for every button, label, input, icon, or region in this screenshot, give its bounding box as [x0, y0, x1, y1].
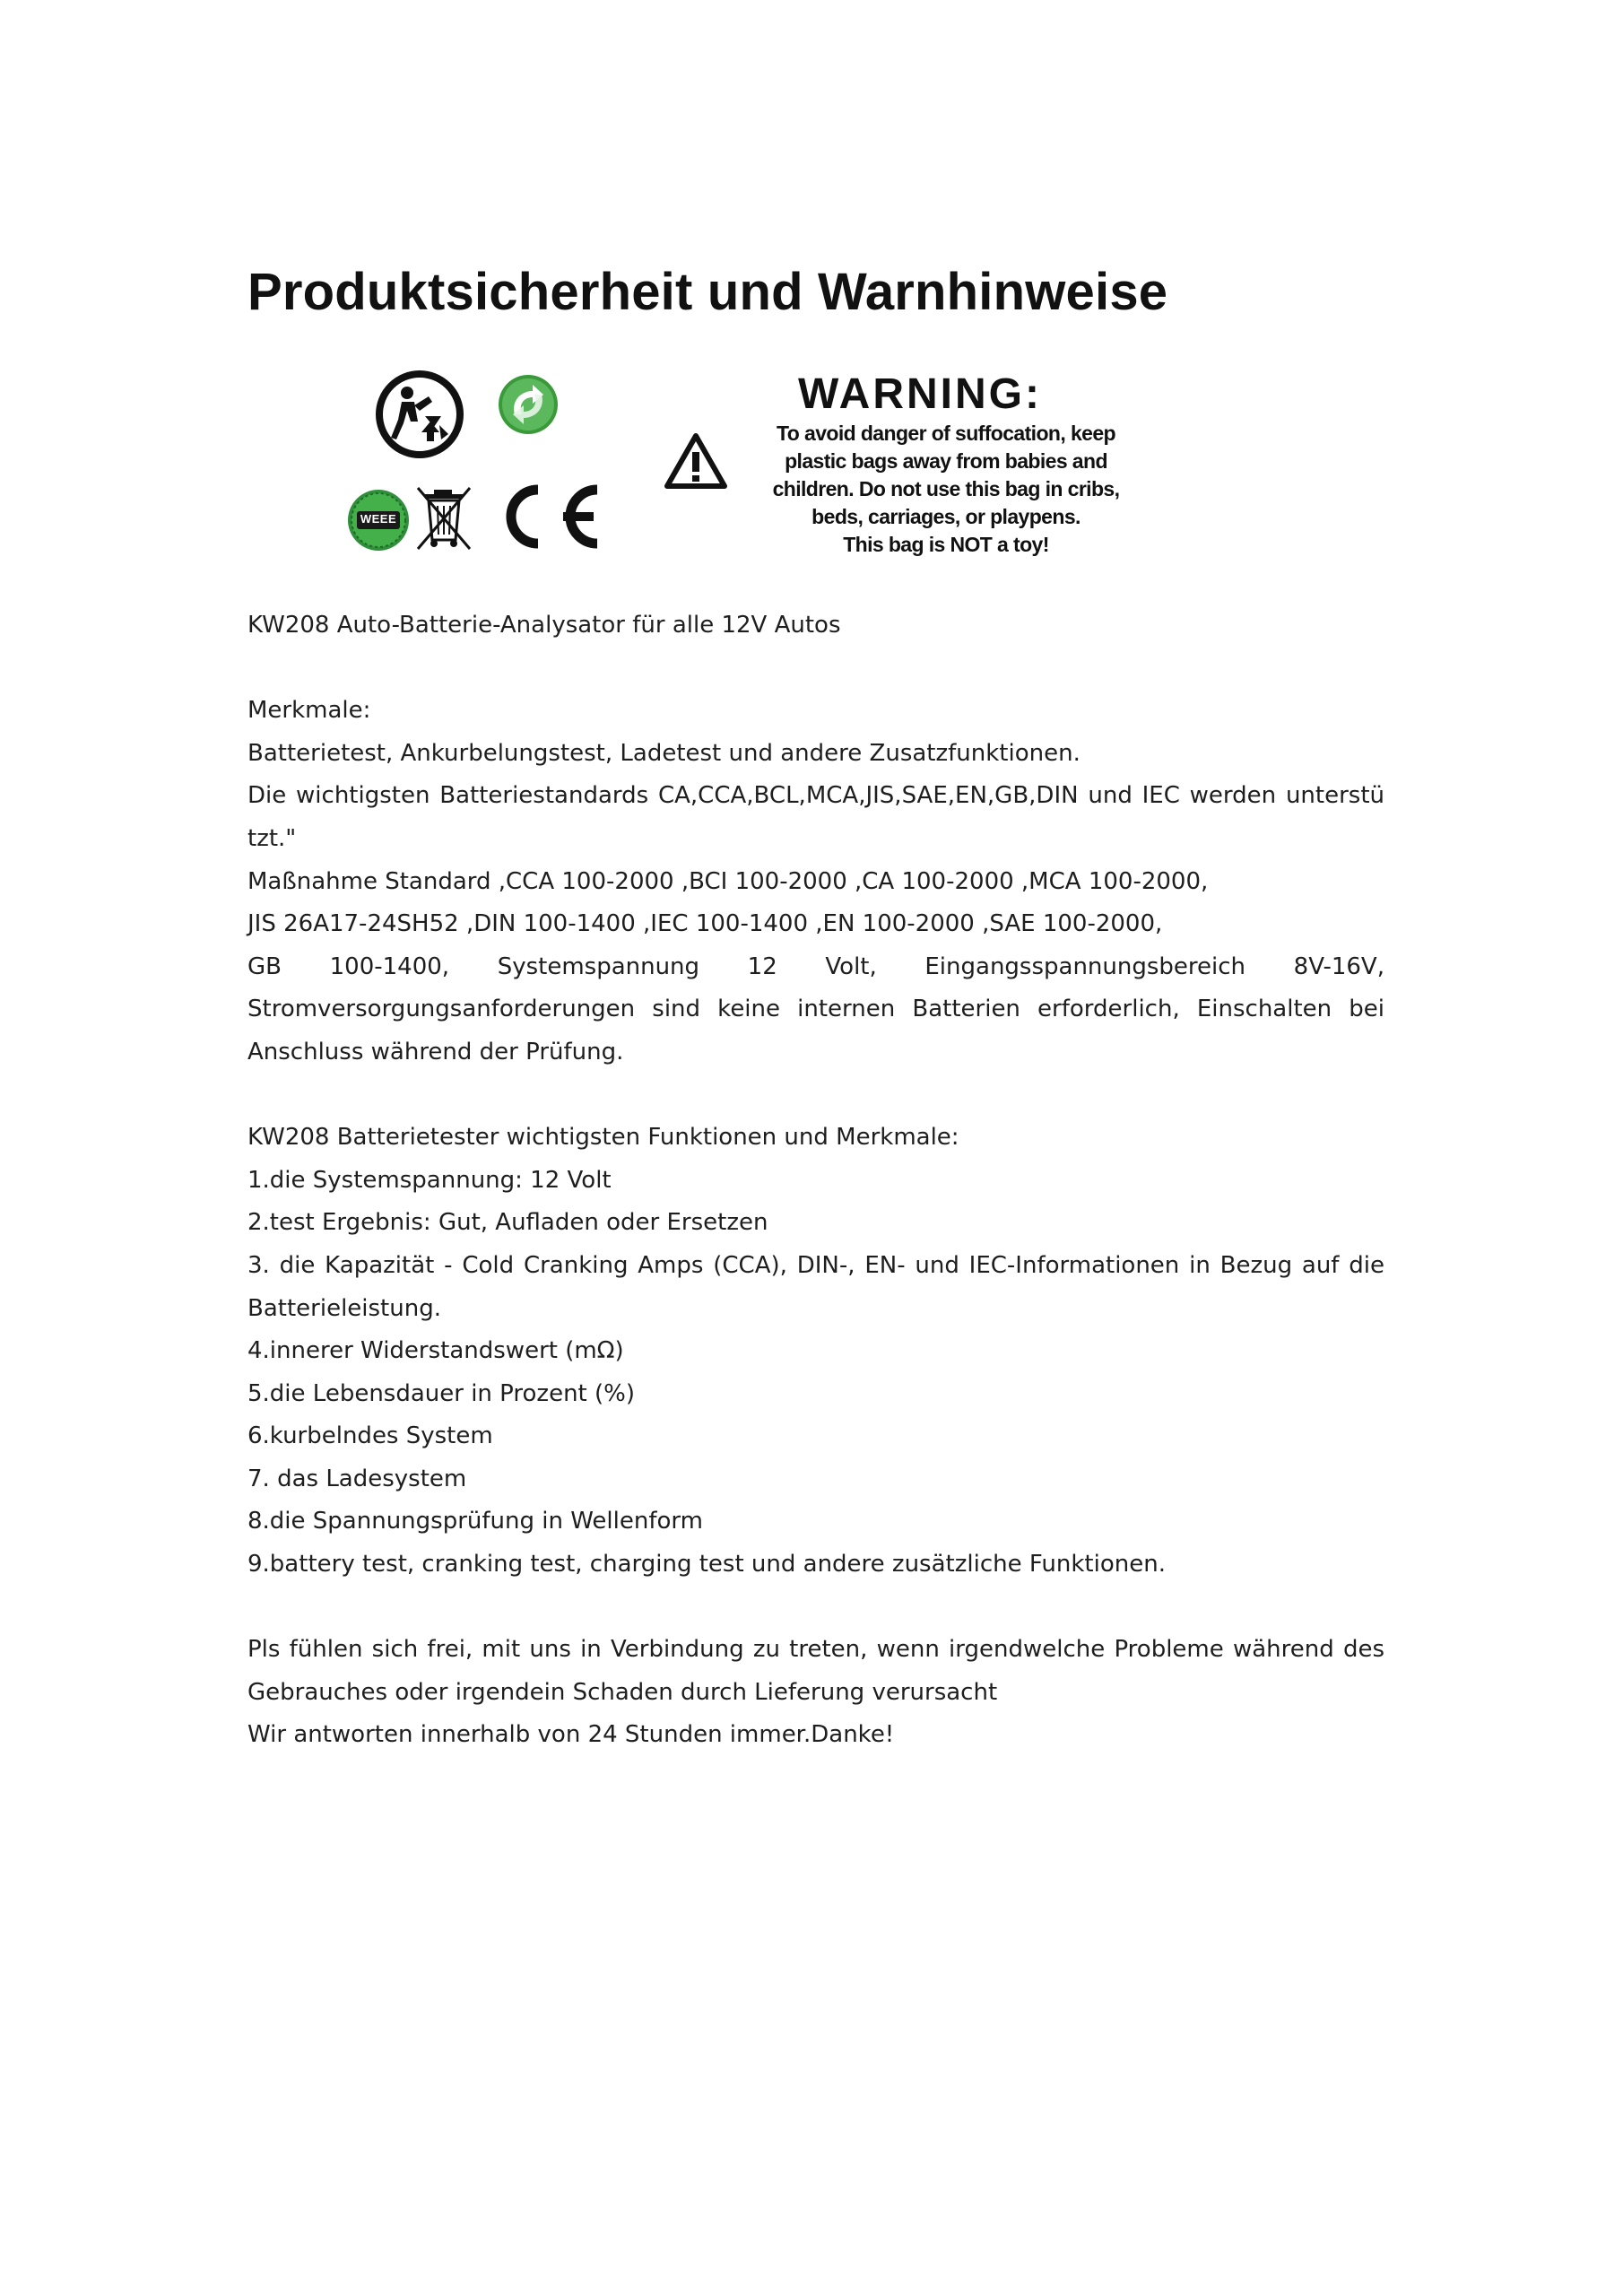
function-item: Batterieleistung.	[247, 1294, 441, 1322]
functions-heading: KW208 Batterietester wichtigsten Funktionen und Merkmale:	[247, 1124, 959, 1152]
function-item: 2.test Ergebnis: Gut, Aufladen oder Ersetzen	[247, 1209, 768, 1237]
function-item: 1.die Systemspannung: 12 Volt	[247, 1166, 612, 1194]
function-item: 8.die Spannungsprüfung in Wellenform	[247, 1508, 703, 1535]
contact-line: Pls fühlen sich frei, mit uns in Verbindung zu treten, wenn irgendwelche Probleme während des	[247, 1636, 1384, 1664]
standards-line: Anschluss während der Prüfung.	[247, 1038, 624, 1065]
warning-line: This bag is NOT a toy!	[843, 533, 1049, 556]
function-item: 6.kurbelndes System	[247, 1422, 493, 1450]
warning-block	[664, 370, 1166, 562]
function-item: 7. das Ladesystem	[247, 1465, 467, 1492]
warning-title: WARNING:	[798, 370, 1042, 418]
function-item: 9.battery test, cranking test, charging test und andere zusätzliche Funktionen.	[247, 1551, 1166, 1578]
features-line: tzt."	[247, 824, 297, 852]
green-dot-icon	[497, 373, 560, 436]
weee-label: WEEE	[360, 512, 397, 526]
warning-line: children. Do not use this bag in cribs,	[772, 477, 1120, 500]
standards-line: GB 100-1400, Systemspannung 12 Volt, Eingangsspannungsbereich 8V-16V,	[247, 952, 1384, 980]
function-item: 5.die Lebensdauer in Prozent (%)	[247, 1379, 635, 1407]
function-item: 4.innerer Widerstandswert (mΩ)	[247, 1337, 624, 1365]
standards-line: JIS 26A17-24SH52 ,DIN 100-1400 ,IEC 100-1400 ,EN 100-2000 ,SAE 100-2000,	[247, 910, 1163, 938]
body-text	[247, 604, 1384, 1757]
product-line: KW208 Auto-Batterie-Analysator für alle 12V Autos	[247, 612, 841, 639]
warning-line: plastic bags away from babies and	[785, 449, 1107, 473]
features-heading: Merkmale:	[247, 697, 371, 725]
page-title: Produktsicherheit und Warnhinweise	[247, 263, 1168, 321]
features-line: Die wichtigsten Batteriestandards CA,CCA,BCL,MCA,JIS,SAE,EN,GB,DIN und IEC werden unterstü	[247, 782, 1384, 810]
bin-crossed-icon	[414, 484, 473, 552]
standards-line: Stromversorgungsanforderungen sind keine internen Batterien erforderlich, Einschalten bei	[247, 996, 1384, 1023]
warning-text	[735, 420, 1157, 559]
ce-mark	[488, 481, 604, 552]
contact-line: Wir antworten innerhalb von 24 Stunden immer.Danke!	[247, 1721, 895, 1749]
features-line: Batterietest, Ankurbelungstest, Ladetest und andere Zusatzfunktionen.	[247, 739, 1081, 767]
contact-line: Gebrauches oder irgendein Schaden durch Lieferung verursacht	[247, 1678, 998, 1706]
warning-line: To avoid danger of suffocation, keep	[777, 422, 1115, 445]
warning-line: beds, carriages, or playpens.	[812, 505, 1081, 528]
standards-line: Maßnahme Standard ,CCA 100-2000 ,BCI 100-2000 ,CA 100-2000 ,MCA 100-2000,	[247, 867, 1209, 895]
recycle-person-icon	[375, 370, 464, 459]
warning-triangle-icon	[664, 432, 728, 490]
function-item: 3. die Kapazität - Cold Cranking Amps (CCA), DIN-, EN- und IEC-Informationen in Bezug auf die	[247, 1251, 1384, 1279]
